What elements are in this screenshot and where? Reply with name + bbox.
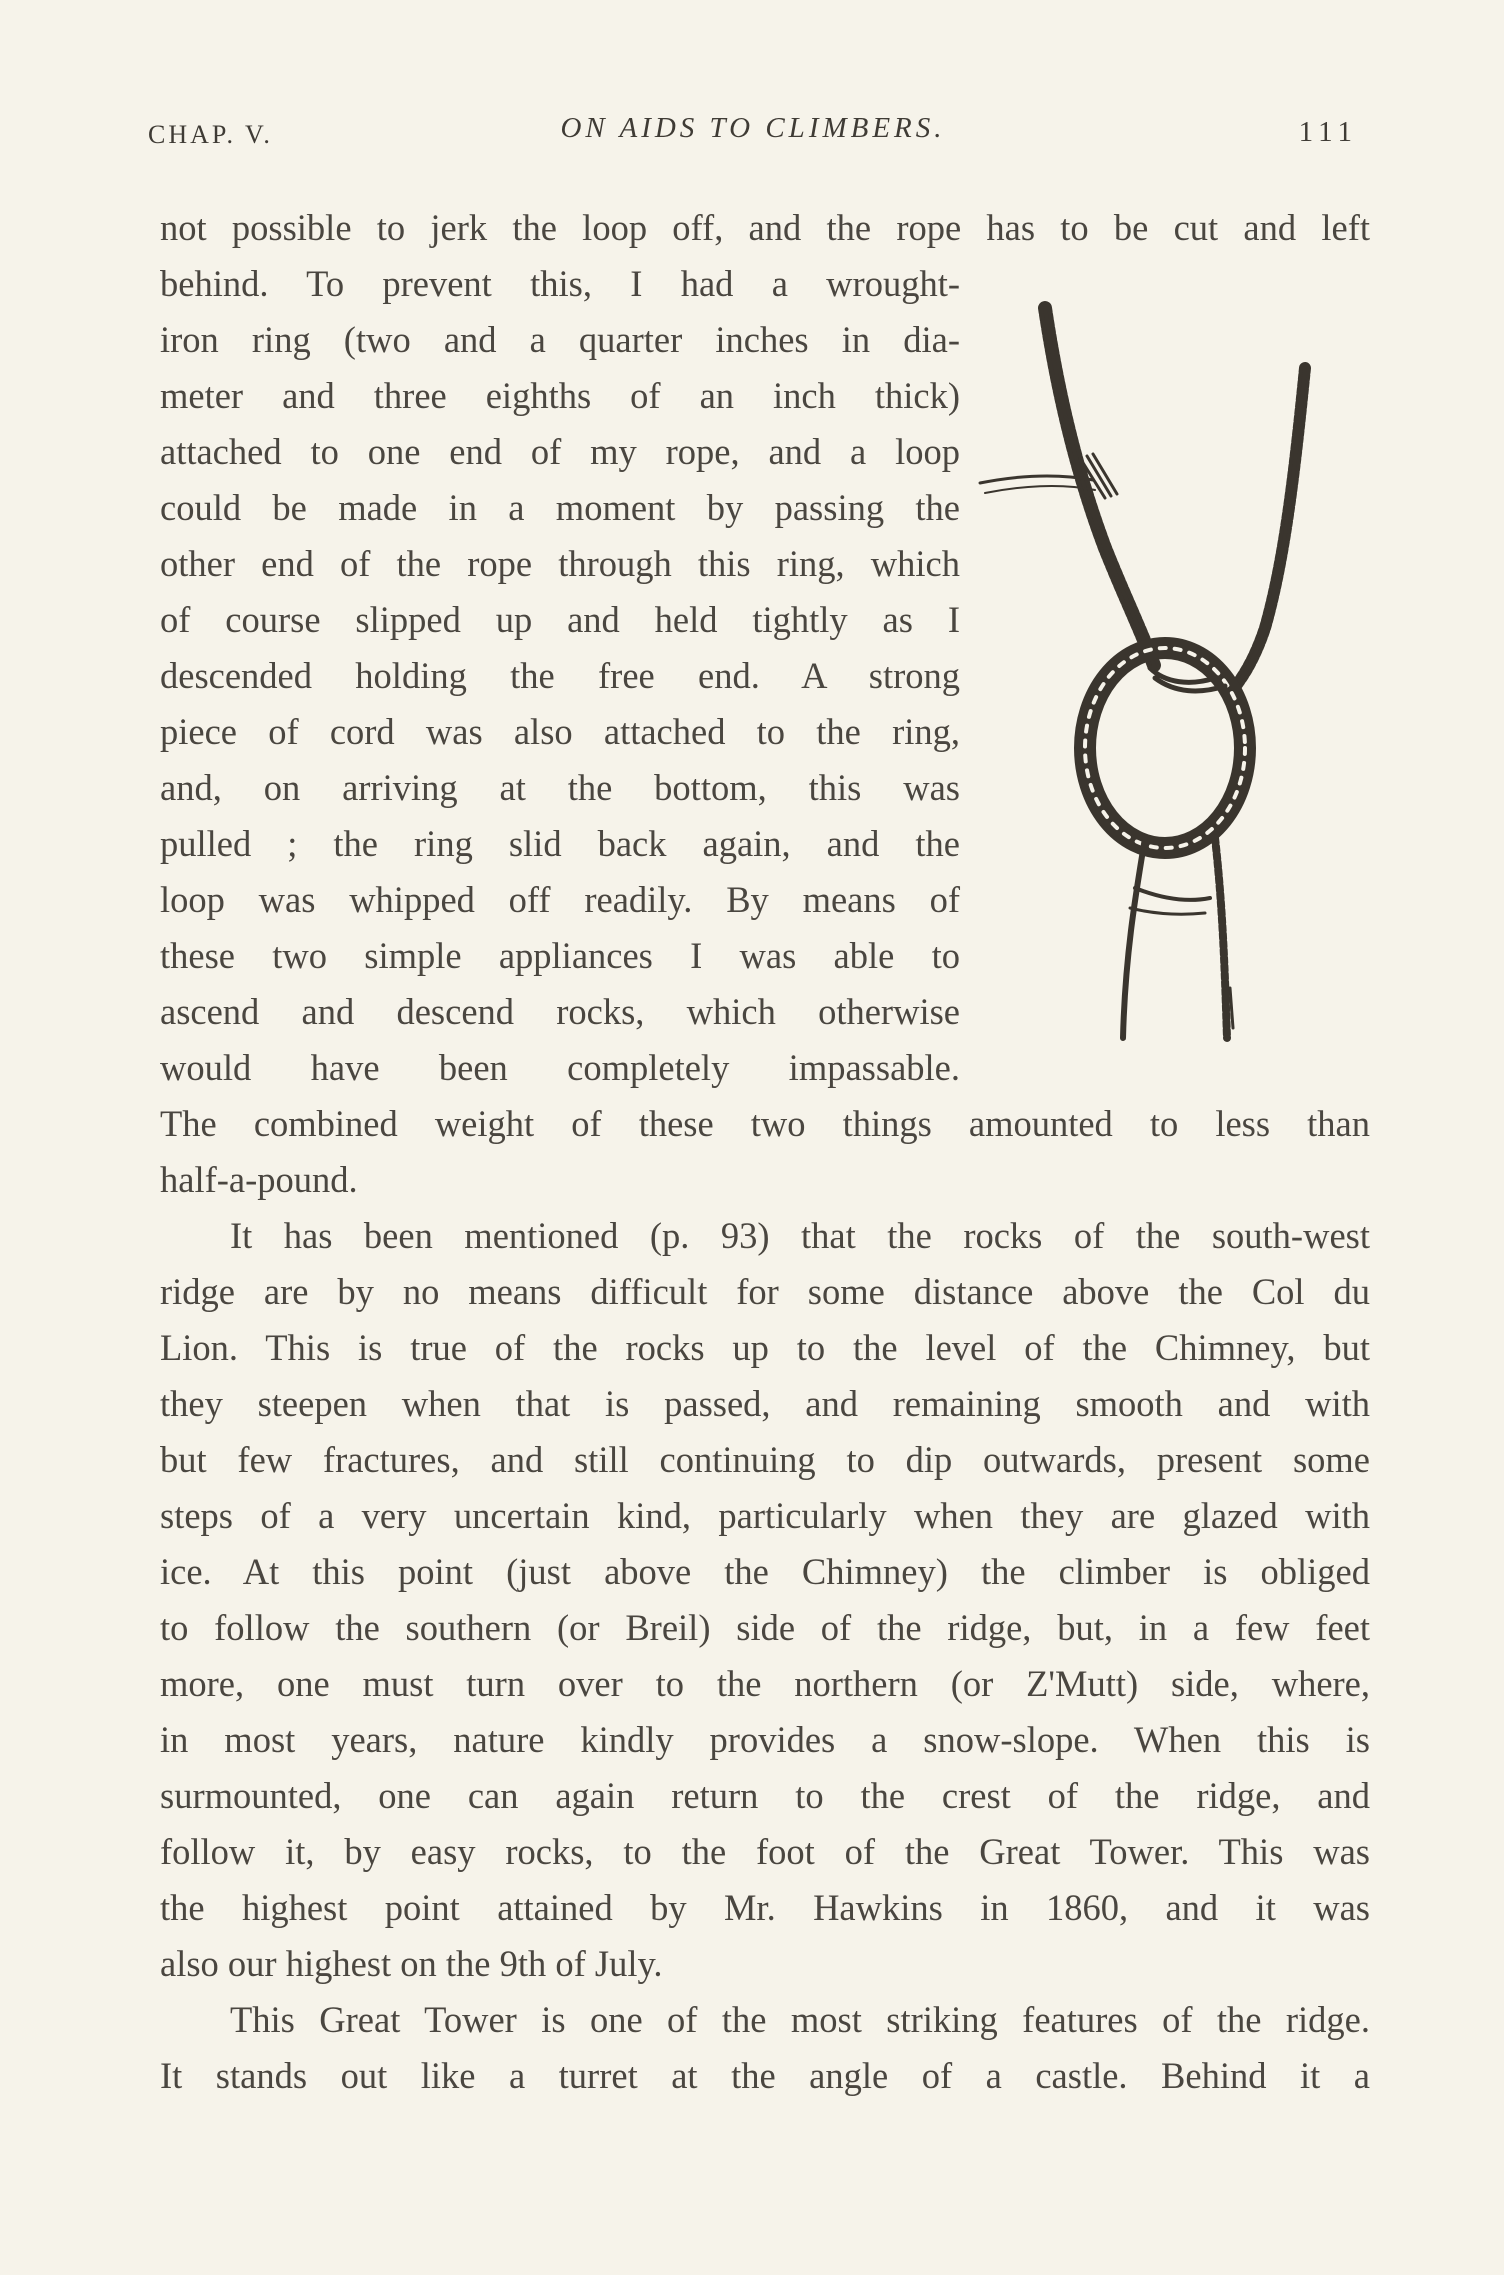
text-line: pulled ; the ring slid back again, and the: [160, 823, 960, 864]
text-line: ice. At this point (just above the Chimney) the climber is obliged: [160, 1551, 1370, 1592]
text-line: also our highest on the 9th of July.: [160, 1943, 663, 1984]
text-line: the highest point attained by Mr. Hawkins in 1860, and it was: [160, 1887, 1370, 1928]
running-title: ON AIDS TO CLIMBERS.: [560, 112, 946, 144]
text-line: loop was whipped off readily. By means of: [160, 879, 960, 920]
text-line: attached to one end of my rope, and a loop: [160, 431, 960, 472]
text-line: could be made in a moment by passing the: [160, 487, 960, 528]
text-line: It has been mentioned (p. 93) that the rocks of the south-west: [230, 1215, 1370, 1256]
body-text: [160, 200, 1370, 2104]
text-line: The combined weight of these two things amounted to less than: [160, 1103, 1370, 1144]
text-line: It stands out like a turret at the angle of a castle. Behind it a: [160, 2055, 1370, 2096]
text-line: steps of a very uncertain kind, particularly when they are glazed with: [160, 1495, 1370, 1536]
text-line: would have been completely impassable.: [160, 1047, 960, 1088]
text-line: half-a-pound.: [160, 1159, 358, 1200]
page-header: [148, 112, 1358, 162]
text-line: piece of cord was also attached to the ring,: [160, 711, 960, 752]
text-line: This Great Tower is one of the most striking features of the ridge.: [230, 1999, 1370, 2040]
text-line: and, on arriving at the bottom, this was: [160, 767, 960, 808]
text-line: meter and three eighths of an inch thick): [160, 375, 960, 416]
text-line: follow it, by easy rocks, to the foot of the Great Tower. This was: [160, 1831, 1370, 1872]
text-line: of course slipped up and held tightly as I: [160, 599, 960, 640]
text-line: descended holding the free end. A strong: [160, 655, 960, 696]
text-line: surmounted, one can again return to the crest of the ridge, and: [160, 1775, 1370, 1816]
text-line: to follow the southern (or Breil) side of the ridge, but, in a few feet: [160, 1607, 1370, 1648]
text-line: ridge are by no means difficult for some distance above the Col du: [160, 1271, 1370, 1312]
text-line: Lion. This is true of the rocks up to the level of the Chimney, but: [160, 1327, 1370, 1368]
text-line: behind. To prevent this, I had a wrought-: [160, 263, 960, 304]
text-line: in most years, nature kindly provides a snow-slope. When this is: [160, 1719, 1370, 1760]
text-line: more, one must turn over to the northern (or Z'Mutt) side, where,: [160, 1663, 1370, 1704]
text-line: iron ring (two and a quarter inches in dia-: [160, 319, 960, 360]
page-number: 111: [1298, 116, 1358, 148]
text-line: but few fractures, and still continuing to dip outwards, present some: [160, 1439, 1370, 1480]
text-line: they steepen when that is passed, and remaining smooth and with: [160, 1383, 1370, 1424]
text-line: other end of the rope through this ring, which: [160, 543, 960, 584]
text-line: these two simple appliances I was able to: [160, 935, 960, 976]
text-line: ascend and descend rocks, which otherwise: [160, 991, 960, 1032]
chapter-label: CHAP. V.: [148, 120, 273, 149]
text-line: not possible to jerk the loop off, and the rope has to be cut and left: [160, 207, 1370, 248]
